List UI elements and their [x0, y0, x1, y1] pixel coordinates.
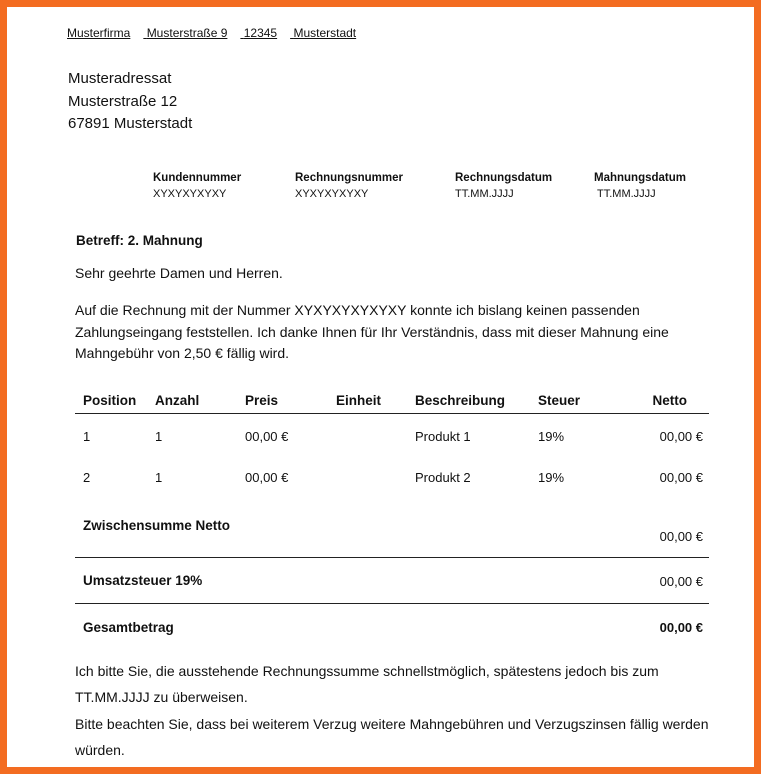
cell-quantity: 1	[155, 429, 163, 444]
subtotal-label: Zwischensumme Netto	[83, 518, 231, 533]
meta-label: Rechnungsdatum	[455, 172, 553, 184]
table-header-divider	[75, 413, 709, 414]
sender-city: Musterstadt	[293, 26, 357, 40]
total-label: Gesamtbetrag	[83, 620, 174, 635]
sender-company: Musterfirma	[67, 26, 131, 40]
table-header-tax: Steuer	[538, 393, 581, 408]
total-value: 00,00 €	[659, 620, 703, 635]
tax-value: 00,00 €	[659, 574, 703, 589]
table-header-quantity: Anzahl	[155, 393, 200, 408]
body-paragraph: Auf die Rechnung mit der Nummer XYXYXYXYXYXY konnte ich bislang keinen passenden Zahlungseingang feststellen. Ich danke Ihnen für Ihr Verständnis, dass mit dieser Mahnung eine Mahngebühr von 2,50 € fällig wird.	[75, 302, 669, 361]
sender-zip: 12345	[243, 26, 278, 40]
meta-label: Mahnungsdatum	[594, 172, 686, 184]
cell-position: 2	[83, 470, 91, 485]
subtotal-divider	[75, 557, 709, 558]
meta-value: TT.MM.JJJJ	[597, 188, 656, 200]
sender-line	[67, 26, 369, 40]
greeting: Sehr geehrte Damen und Herren.	[75, 265, 283, 281]
recipient-name: Musteradressat	[68, 70, 172, 87]
closing-paragraph-2: Bitte beachten Sie, dass bei weiterem Verzug weitere Mahngebühren und Verzugszinsen fällig werden würden.	[75, 716, 709, 758]
table-header-unit: Einheit	[336, 393, 382, 408]
subtotal-value: 00,00 €	[659, 529, 703, 544]
cell-tax: 19%	[538, 429, 565, 444]
sender-street: Musterstraße 9	[146, 26, 228, 40]
table-header-position: Position	[83, 393, 137, 408]
table-header-net: Netto	[652, 393, 687, 408]
tax-divider	[75, 603, 709, 604]
meta-value: XYXYXYXYXY	[295, 188, 369, 200]
subject-line: Betreff: 2. Mahnung	[76, 233, 203, 248]
meta-invoice-date	[455, 172, 552, 200]
cell-description: Produkt 2	[415, 470, 471, 485]
meta-reminder-date	[594, 172, 686, 200]
tax-label: Umsatzsteuer 19%	[83, 573, 203, 588]
cell-position: 1	[83, 429, 91, 444]
cell-description: Produkt 1	[415, 429, 471, 444]
meta-label: Rechnungsnummer	[295, 172, 403, 184]
cell-net: 00,00 €	[659, 429, 703, 444]
meta-invoice-number	[295, 172, 403, 200]
recipient-address	[68, 68, 192, 136]
meta-customer-number	[153, 172, 241, 200]
recipient-city: 67891 Musterstadt	[68, 115, 193, 132]
meta-value: TT.MM.JJJJ	[455, 188, 514, 200]
cell-net: 00,00 €	[659, 470, 703, 485]
cell-quantity: 1	[155, 470, 163, 485]
meta-label: Kundennummer	[153, 172, 242, 184]
table-header-price: Preis	[245, 393, 279, 408]
cell-price: 00,00 €	[245, 429, 289, 444]
closing-paragraph-1: Ich bitte Sie, die ausstehende Rechnungssumme schnellstmöglich, spätestens jedoch bis zum TT.MM.JJJJ zu überweisen.	[75, 663, 659, 705]
cell-tax: 19%	[538, 470, 565, 485]
recipient-street: Musterstraße 12	[68, 92, 178, 110]
cell-price: 00,00 €	[245, 470, 289, 485]
letter-page	[7, 7, 754, 767]
table-header-description: Beschreibung	[415, 393, 506, 408]
meta-value: XYXYXYXYXY	[153, 188, 227, 200]
